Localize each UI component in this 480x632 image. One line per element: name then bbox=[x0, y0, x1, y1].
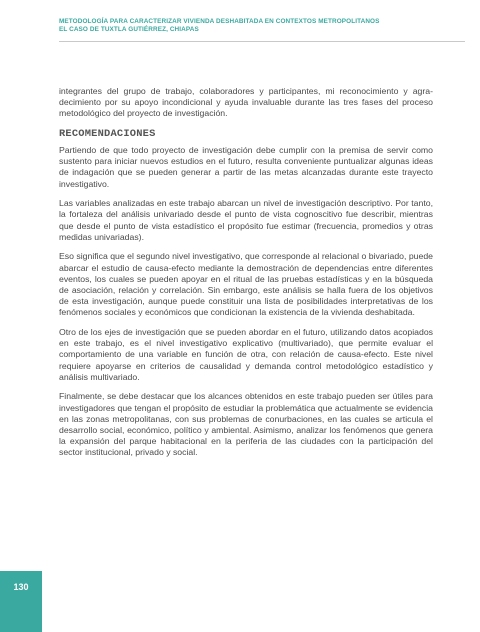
header-title-line: METODOLOGÍA PARA CARACTERIZAR VIVIENDA DESHABITADA EN CONTEXTOS METROPOLITANOS bbox=[59, 18, 380, 25]
body-paragraph: Eso significa que el segundo nivel investigativo, que corresponde al relacional o bivariado, puede abarcar el estudio de causa-efecto mediante la demostración de dependencias entre diferentes eventos, los cuales se pueden apoyar en el ritual de las pruebas estadísticas y en la búsqueda de asociación, relación y correlación. Sin embargo, este análisis se halla fuera de los objetivos de esta investigación, aunque puede constituir una lista de posibilidades interpretativas de los fenómenos sociales y económicos que condicionan la existencia de la vivienda deshabitada. bbox=[59, 251, 433, 318]
section-heading: RECOMENDACIONES bbox=[59, 128, 156, 140]
intro-paragraph: integrantes del grupo de trabajo, colaboradores y participantes, mi reconocimiento y agradecimiento por su apoyo incondicional y ayuda invaluable durante las tres fases del proceso metodológico del proyecto de investigación. bbox=[59, 86, 433, 119]
header-subtitle-line: EL CASO DE TUXTLA GUTIÉRREZ, CHIAPAS bbox=[59, 26, 199, 34]
body-paragraph: Partiendo de que todo proyecto de investigación debe cumplir con la premisa de servir como sustento para iniciar nuevos estudios en el futuro, resulta conveniente puntualizar algunas ideas de indagación que se pueden generar a partir de las metas alcanzadas durante este trayecto investigativo. bbox=[59, 145, 433, 189]
page-number-tab bbox=[0, 571, 42, 632]
body-paragraph: Finalmente, se debe destacar que los alcances obtenidos en este trabajo pueden ser útiles para investigadores que tengan el propósito de estudiar la problemática que actualmente se evidencia en las zonas metropolitanas, con sus problemas de conurbaciones, en las cuales se articula el desarrollo social, económico, político y ambiental. Asimismo, analizar los fenómenos que genera la expansión del parque habitacional en la periferia de las ciudades con la participación del sector institucional, privado y social. bbox=[59, 391, 433, 458]
body-paragraph: Otro de los ejes de investigación que se pueden abordar en el futuro, utilizando datos acopiados en este trabajo, es el nivel investigativo explicativo (multivariado), que permite evaluar el comportamiento de una variable en función de otra, con relación de causa-efecto. Este nivel requiere apoyarse en criterios de causalidad y demanda control metodológico estadístico y análisis multivariado. bbox=[59, 327, 433, 382]
body-paragraph: Las variables analizadas en este trabajo abarcan un nivel de investigación descriptivo. Por tanto, la fortaleza del análisis univariado desde el punto de vista cognoscitivo fue describir, mientras que desde el punto de vista estadístico el propósito fue estimar (frecuencia, promedios y otras medidas univariadas). bbox=[59, 198, 433, 242]
page-body bbox=[59, 86, 433, 467]
running-header bbox=[59, 18, 459, 34]
header-divider bbox=[59, 41, 465, 42]
page-number: 130 bbox=[13, 582, 29, 592]
